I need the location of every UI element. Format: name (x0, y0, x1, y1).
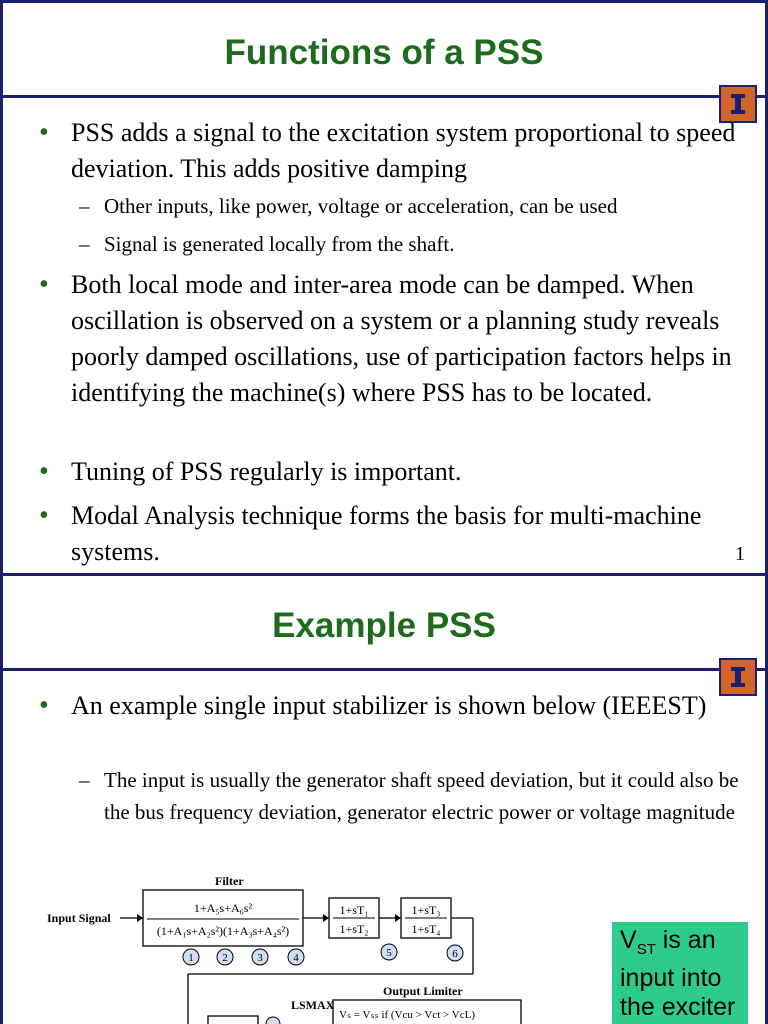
slide-2 (0, 576, 768, 1024)
bullet-dot-icon: • (39, 500, 49, 531)
filter-numerator: 1+A₅s+A₆s² (193, 901, 253, 915)
arrow-head-icon (395, 914, 401, 922)
bullet-item: • Both local mode and inter-area mode can be damped. When oscillation is observed on a system or a planning study reveals poorly damped oscillations, use of participation factors helps in identifying the machine(s) where PSS has to be located. (39, 269, 732, 407)
state-number: 6 (452, 948, 458, 960)
bullet-item: • Tuning of PSS regularly is important. (39, 454, 741, 490)
sub-bullet-item: – Other inputs, like power, voltage or acceleration, can be used (79, 190, 745, 222)
bullet-item: • An example single input stabilizer is shown below (IEEEST) (39, 688, 741, 724)
sub-bullet-item: – Signal is generated locally from the shaft. (79, 228, 745, 260)
filter-denominator: (1+A₁s+A₂s²)(1+A₃s+A₄s²) (156, 924, 290, 938)
lead2-numerator: 1+sT₃ (411, 903, 441, 917)
page-number: 1 (735, 543, 745, 565)
title-divider (3, 95, 765, 98)
bullet-dot-icon: • (39, 456, 49, 487)
state-number: 1 (188, 952, 194, 964)
arrow-head-icon (137, 914, 143, 922)
bullet-dot-icon: • (39, 690, 49, 721)
callout-subscript: ST (636, 941, 656, 958)
lead1-numerator: 1+sT₁ (339, 903, 369, 917)
bullet-dot-icon: • (39, 269, 49, 300)
state-number: 2 (222, 952, 228, 964)
sub-bullet-item: – The input is usually the generator shaft speed deviation, but it could also be the bus frequency deviation, generator electric power or voltage magnitude (79, 764, 745, 828)
ieeest-block-diagram (43, 872, 543, 1024)
limiter-equation: Vₛ = Vₛₛ if (Vcu > Vct > VcL) (339, 1009, 476, 1021)
state-number: 5 (386, 947, 392, 959)
bullet-item: • Modal Analysis technique forms the basis for multi-machine systems. (39, 500, 702, 566)
callout-text: is an input into the exciter (620, 926, 736, 1021)
slide-title: Functions of a PSS (224, 33, 544, 72)
dash-icon: – (79, 768, 90, 792)
state-number: 4 (293, 952, 299, 964)
lead1-denominator: 1+sT₂ (339, 922, 369, 936)
bullet-item: • PSS adds a signal to the excitation system proportional to speed deviation. This adds positive damping (39, 117, 736, 183)
bullet-dot-icon: • (39, 117, 49, 148)
lsmax-label: LSMAX (291, 998, 335, 1012)
dash-icon: – (79, 194, 90, 218)
lead2-denominator: 1+sT₄ (411, 922, 441, 936)
dash-icon: – (79, 232, 90, 256)
state-number: 3 (257, 952, 263, 964)
state-circle (266, 1017, 280, 1024)
title-divider (3, 668, 765, 671)
output-limiter-label: Output Limiter (383, 984, 463, 998)
filter-label: Filter (215, 874, 244, 888)
slide-title: Example PSS (272, 606, 496, 645)
vst-callout (612, 922, 748, 1024)
limiter-input-block (208, 1016, 258, 1024)
callout-prefix: V (620, 926, 637, 954)
arrow-head-icon (323, 914, 329, 922)
input-signal-label: Input Signal (47, 911, 111, 925)
